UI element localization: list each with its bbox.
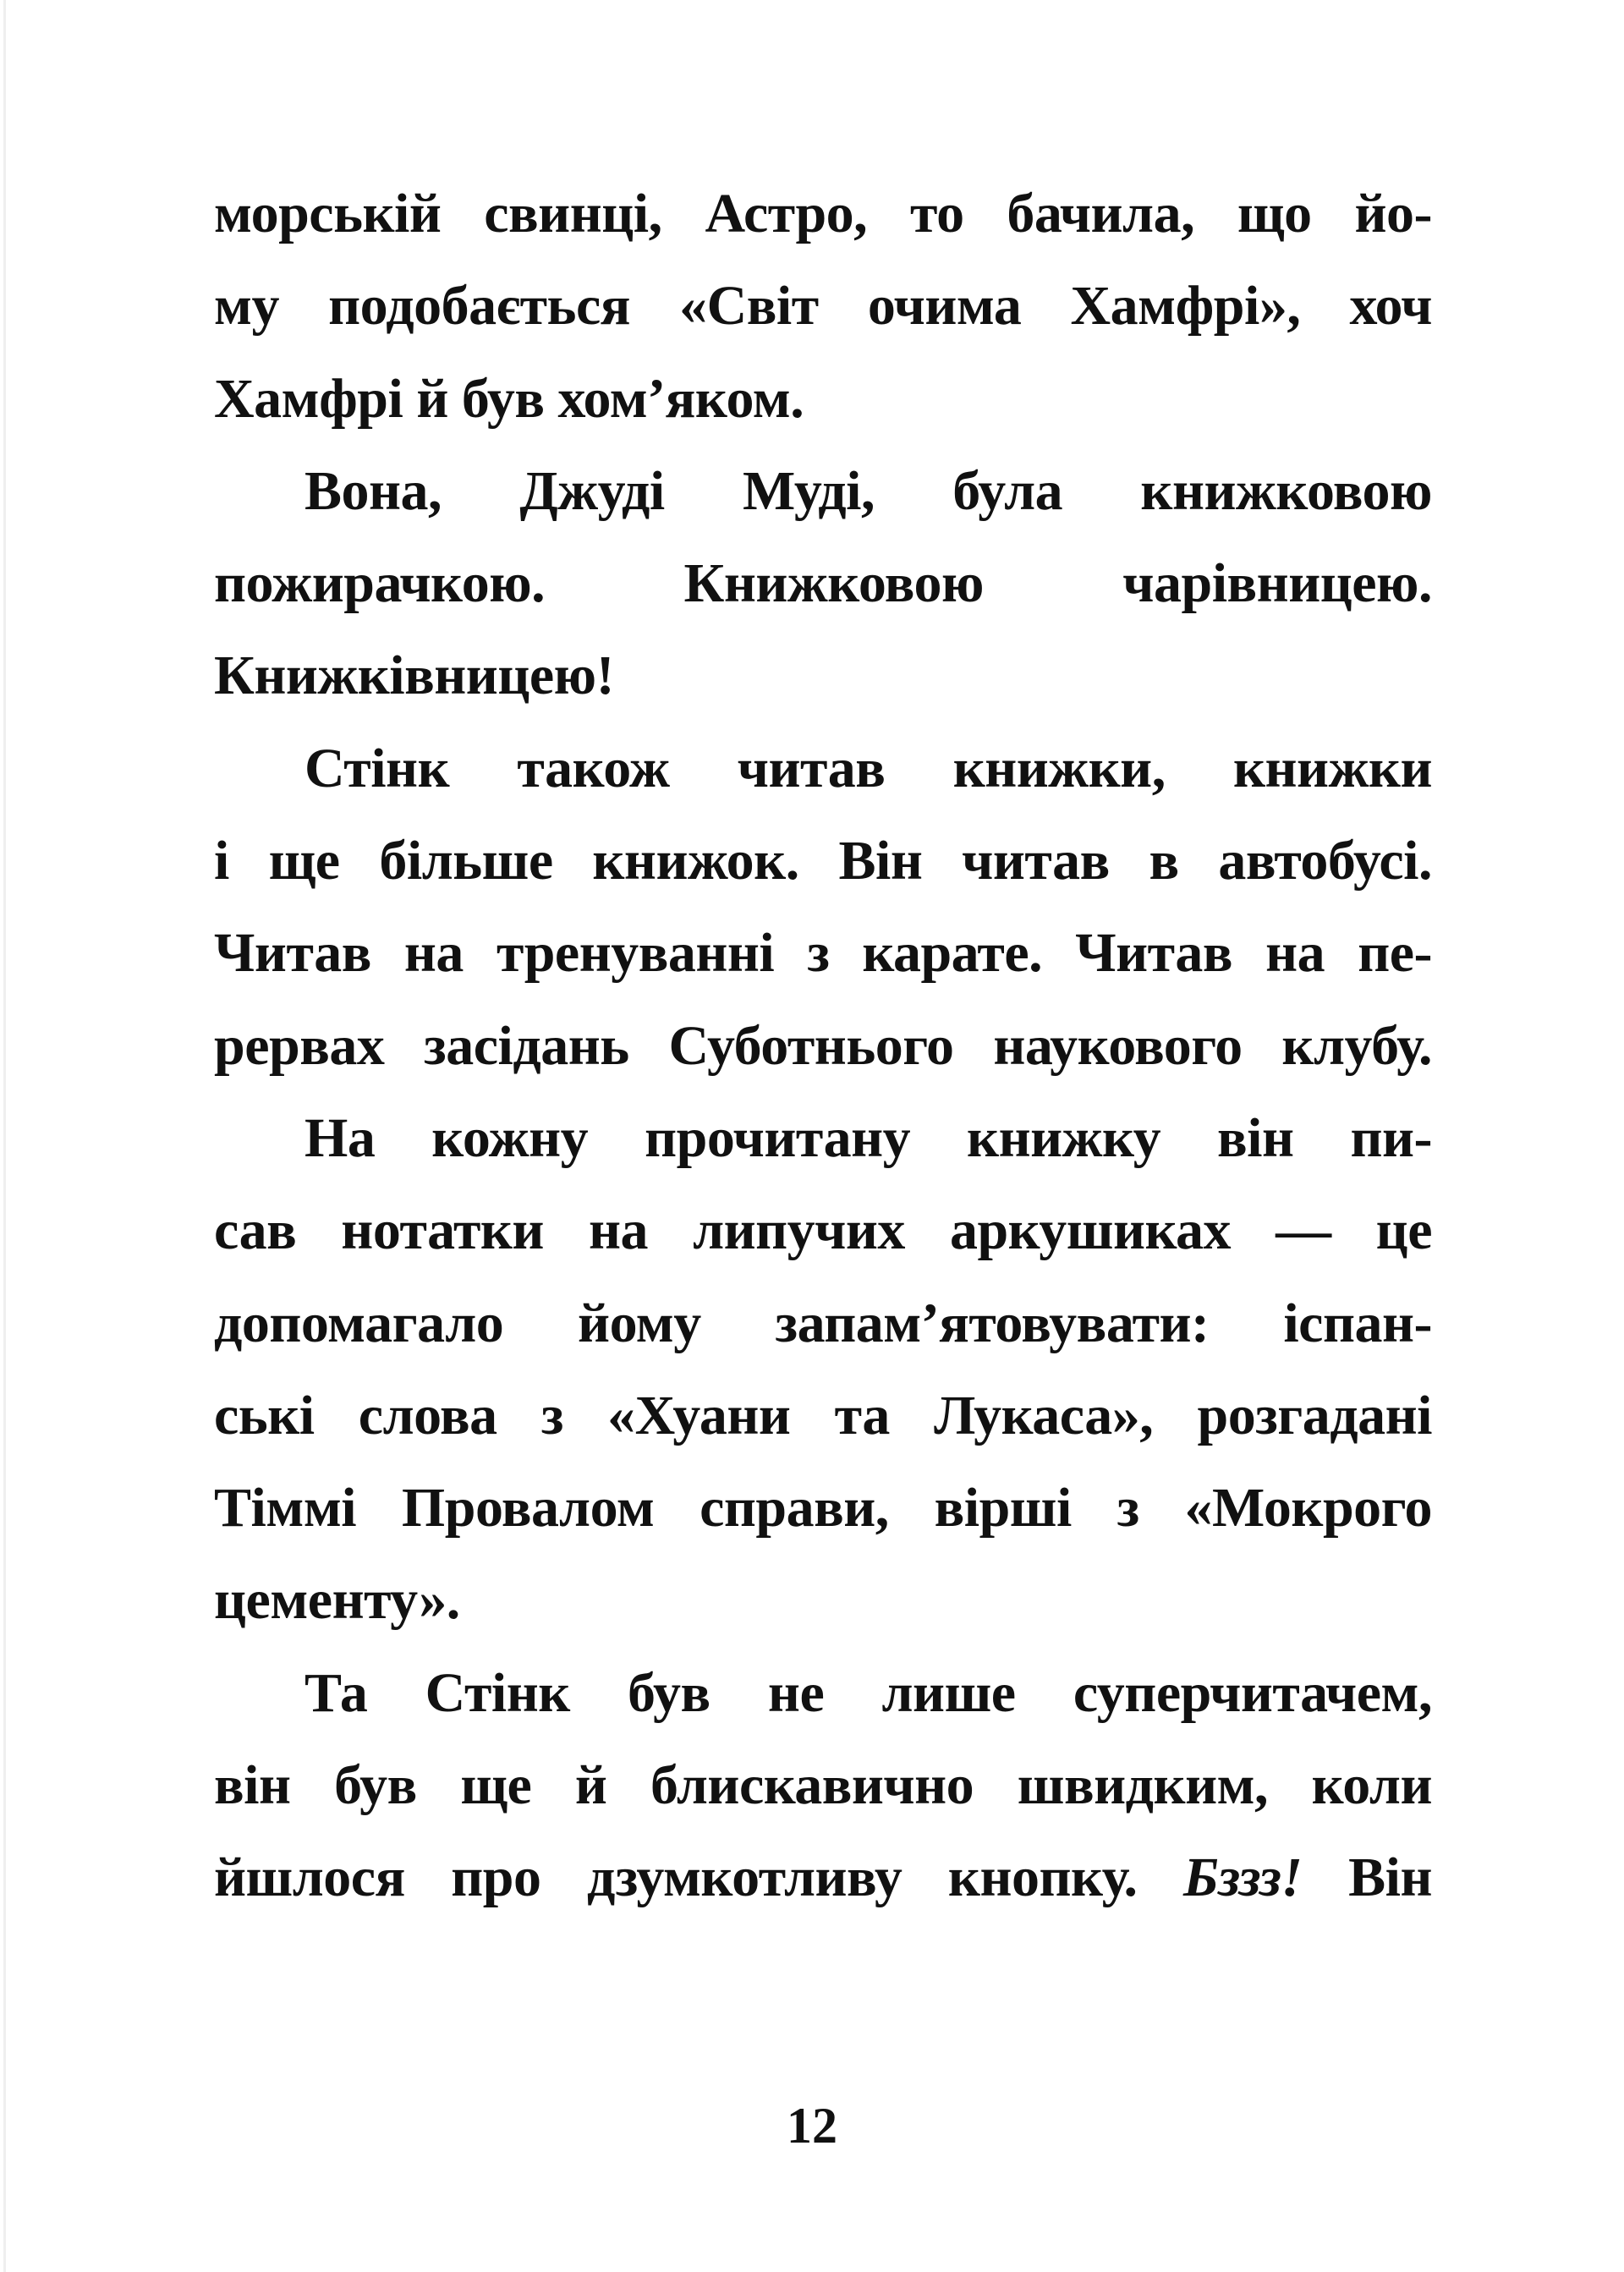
text-line: Вона, Джуді Муді, була книжковою xyxy=(304,459,1432,522)
text-line-with-italic xyxy=(214,1831,1432,1924)
page-number: 12 xyxy=(787,2098,837,2154)
text-line: Тіммі Провалом справи, вірші з «Мокрого xyxy=(214,1477,1432,1539)
text-line: цементу». xyxy=(214,1569,460,1632)
text-line: ські слова з «Хуани та Лукаса», розгадані xyxy=(214,1384,1432,1446)
text-line: він був ще й блискавично швидким, коли xyxy=(214,1754,1432,1817)
text-segment: йшлося про дзумкотливу кнопку. xyxy=(214,1847,1138,1909)
text-line: сав нотатки на липучих аркушиках — це xyxy=(214,1199,1432,1262)
text-line: Та Стінк був не лише суперчитачем, xyxy=(304,1661,1432,1724)
text-line: морській свинці, Астро, то бачила, що йо- xyxy=(214,183,1432,244)
text-segment: Він xyxy=(1348,1847,1433,1909)
text-line: му подобається «Світ очима Хамфрі», хоч xyxy=(214,275,1432,338)
page-edge-line xyxy=(3,0,6,2272)
text-line: На кожну прочитану книжку він пи- xyxy=(304,1106,1432,1169)
italic-sound-word: Бззз! xyxy=(1183,1847,1303,1909)
text-line: пожирачкою. Книжковою чарівницею. xyxy=(214,552,1432,615)
book-page-text xyxy=(214,167,1432,1924)
text-line: рервах засідань Суботнього наукового клубу. xyxy=(214,1014,1432,1077)
text-line: і ще більше книжок. Він читав в автобусі. xyxy=(214,830,1432,892)
text-line: Стінк також читав книжки, книжки xyxy=(304,737,1432,799)
text-line: Хамфрі й був хом’яком. xyxy=(214,367,804,430)
text-line: Читав на тренуванні з карате. Читав на пе- xyxy=(214,922,1432,985)
text-line: допомагало йому запам’ятовувати: іспан- xyxy=(214,1292,1432,1354)
text-line: Книжківницею! xyxy=(214,645,615,707)
